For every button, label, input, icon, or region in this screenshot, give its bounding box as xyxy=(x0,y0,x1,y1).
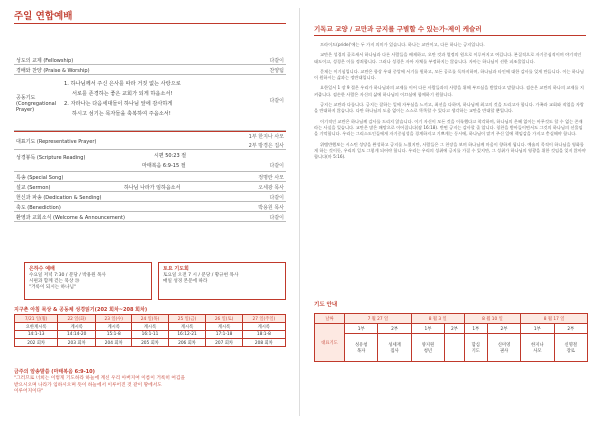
order-label: 공동기도 (Congregational Prayer) xyxy=(16,95,57,113)
schedule-round: 208 회차 xyxy=(242,339,285,347)
schedule-date: 22 일(화) xyxy=(58,315,96,323)
article-paragraph: 위템반했보는 시스틴 성당을 완성하고 긍지를 느꼈지만, 사람들은 그 천장을 보며 하나님께 마음이 향하게 됩니다. 예술의 목적이 하나님을 영화롭게 하는 것이듯, 우리의 일도 그렇게 되어야 합니다. 우리는 우리의 성취에 긍지를 가질 수 있지만, 그 성취가 하나님의 영광을 위한 것임을 잊지 않아야 합니다(마 5:16). xyxy=(314,141,586,160)
guide-person xyxy=(445,334,465,362)
order-label: 설교 (Sermon) xyxy=(16,185,51,191)
person-role: 장로 xyxy=(566,348,575,354)
guide-week: 8 월 17 일 xyxy=(521,314,588,324)
order-leader: 1부 한지나 사모 xyxy=(248,134,284,140)
person-name: 신미영 xyxy=(497,342,511,348)
order-leader: 2부 방경은 집사 xyxy=(248,143,284,149)
schedule-round: 207 회차 xyxy=(206,339,242,347)
person-name: 신명철 xyxy=(564,342,577,348)
schedule-date: 26 일(토) xyxy=(206,315,242,323)
schedule-round: 206 회차 xyxy=(168,339,206,347)
order-leader: 찬양팀 xyxy=(269,68,284,74)
person-role: 목자 xyxy=(357,348,366,354)
prayer-line: 하시고 섬기는 목자들을 축복하여 주옵소서! xyxy=(72,111,171,117)
order-label: 축도 (Benediction) xyxy=(16,205,61,211)
article-paragraph: 긍지는 교만과 다릅니다. 긍지는 잘하는 일에 자부심을 느끼고, 최선을 다하며, 하나님께 최고의 것을 드리고자 합니다. 가족과 교회와 직업을 자랑을 반대하지 않습니다. 다만 하나님의 도움 없이는 스스로 똑똑할 수 있다고 생각하는 교만을 반대할 뿐입니다. xyxy=(314,102,584,114)
schedule-chapter: 18:1-8 xyxy=(242,331,285,339)
saturday-prayer-line: 매일 성경 본문에 따라 xyxy=(163,279,208,284)
guide-part: 2부 xyxy=(487,324,520,334)
schedule-date: 7/21 일(월) xyxy=(15,315,58,323)
guide-part: 1부 xyxy=(345,324,378,334)
order-row-dedication xyxy=(14,192,286,202)
guide-names-row xyxy=(315,334,588,362)
saturday-prayer-line: 토요일 오전 7 시 / 분당 / 황규현 목사 xyxy=(163,273,239,278)
order-label: 대표기도 (Representative Prayer) xyxy=(16,139,97,145)
order-row-welcome xyxy=(14,212,286,222)
schedule-dates-row xyxy=(15,315,286,323)
prayer-line: 2. 자라나는 다음세대들이 하나님 앞에 감사하게 xyxy=(64,101,173,107)
schedule-book: 계시록 xyxy=(96,323,132,331)
article-paragraph: 문제는 이기심입니다. 교만은 항상 우대 중앙에 서기를 원하고, 모든 공로를 독차지하며, 하나님과 타인에 대한 감사를 잊게 만듭니다. 이는 하나님이 원하시는 삶과는 정반대입니다. xyxy=(314,68,584,81)
schedule-round: 205 회차 xyxy=(132,339,168,347)
guide-header: 날짜 xyxy=(315,314,345,324)
order-row-fellowship xyxy=(14,55,286,65)
order-leader: 다같이 xyxy=(269,215,284,221)
order-row-praise xyxy=(14,65,286,75)
schedule-chapter: 16:1-11 xyxy=(132,331,168,339)
evening-worship-box xyxy=(24,262,152,300)
person-role: 청년 xyxy=(423,348,433,354)
article-body xyxy=(314,42,586,164)
guide-person xyxy=(464,334,487,362)
schedule-round: 203 회차 xyxy=(58,339,96,347)
order-label: 성경봉독 (Scripture Reading) xyxy=(16,155,86,161)
guide-weeks-row xyxy=(315,314,588,324)
order-leader: 오세광 목사 xyxy=(258,185,284,191)
prayer-line: 1. 하나님께서 주신 은사를 따라 거짓 없는 사랑으로 xyxy=(64,81,181,87)
schedule-chapter: 14:14-20 xyxy=(58,331,96,339)
schedule-book: 계시록 xyxy=(132,323,168,331)
schedule-books-row xyxy=(15,323,286,331)
person-role: 집사 xyxy=(390,348,399,354)
guide-week: 7 월 27 일 xyxy=(345,314,412,324)
person-role: 기도 xyxy=(471,348,480,354)
guide-part: 2부 xyxy=(445,324,465,334)
order-label: 특송 (Special Song) xyxy=(16,175,64,181)
guide-person xyxy=(411,334,444,362)
worship-title: 주일 연합예배 xyxy=(14,11,73,22)
order-row-benediction xyxy=(14,202,286,212)
schedule-book: 계시록 xyxy=(242,323,285,331)
schedule-date: 27 일(주일) xyxy=(242,315,285,323)
guide-part: 2부 xyxy=(554,324,587,334)
title-underline xyxy=(14,23,286,24)
order-row-congregational-prayer xyxy=(14,75,286,131)
scripture-psalm: 시편 50:23 절 xyxy=(154,153,187,159)
schedule-book: 계시록 xyxy=(206,323,242,331)
article-paragraph: 요한일서 1 장 9 절은 우리가 하나님과의 교제를 이어 다른 사람들과의 사랑을 위해 부르심을 받았다고 말합니다. 겸손은 교만의 하나의 교제를 지켜줍니다. 겸손한 사람은 자신의 삶에 하나님의 이끄심에 함께하기 원합니다. xyxy=(314,85,584,97)
order-label: 환영과 교회소식 (Welcome & Announcement) xyxy=(16,215,125,221)
guide-person xyxy=(378,334,411,362)
person-role: 사모 xyxy=(533,348,542,354)
schedule-chapters-row xyxy=(15,331,286,339)
guide-part: 1부 xyxy=(464,324,487,334)
article-paragraph: 이기적인 교만은 하나님께 감사를 드리지 않습니다. 이기 자신이 모든 것을 이룩했다고 착각하며, 하나님의 은혜 없이는 아무것도 할 수 없는 존재라는 사실을 잊습니다. 교만은 많은 패망으로 이어집니다(잠 16:18). 반면 긍지는 감사할 줄 압니다. 칭찬을 받아들이면서도 그것의 하나님의 선물임을 기억합니다. 우리는 그리스도인들에게 자기중심성을 경계하지고 기쁘게는 동시에, 하나님이 맡겨 주신 일에 책임감을 가지고 충실해야 합니다. xyxy=(314,118,583,137)
memory-verse-line: 받으시오며 나라가 임하시오며 뜻이 하늘에서 이루어진 것 같이 땅에서도 xyxy=(14,382,162,388)
guide-part: 1부 xyxy=(411,324,444,334)
order-leader: 박용원 목사 xyxy=(258,205,284,211)
memory-verse-line: "그러므로 너희는 이렇게 기도하라 하늘에 계신 우리 아버지여 이름이 거룩히 여김을 xyxy=(14,376,186,381)
scripture-matthew: 마태복음 6:9-15 절 xyxy=(142,163,186,169)
guide-person xyxy=(554,334,587,362)
saturday-prayer-box xyxy=(158,262,286,300)
person-name: 성유청 xyxy=(354,342,368,348)
evening-worship-line: 시편과 함께 걷는 묵상 ⑳ xyxy=(29,279,80,284)
prayer-guide-title: 기도 안내 xyxy=(314,302,338,308)
prayer-topics xyxy=(64,79,181,119)
person-name: 함심 xyxy=(471,342,480,348)
order-leader: 다같이 xyxy=(269,163,284,169)
guide-parts-row xyxy=(315,324,588,334)
article-paragraph: 프라이드(pride)'에는 두 가지 의미가 있습니다. 하나는 교만이고, 다른 하나는 긍지입니다. xyxy=(320,42,485,47)
schedule-date: 24 일(목) xyxy=(132,315,168,323)
person-name: 성세재 xyxy=(388,342,401,348)
order-row-scripture xyxy=(14,150,286,172)
evening-worship-title: 은하수 예배 xyxy=(29,266,55,272)
guide-person xyxy=(487,334,520,362)
saturday-prayer-title: 토요 기도회 xyxy=(163,266,189,272)
schedule-chapter: 17:1-18 xyxy=(206,331,242,339)
order-row-representative-prayer xyxy=(14,132,286,150)
memory-verse-line: 이루어지이다" xyxy=(14,389,44,394)
guide-row-head: 대표기도 xyxy=(315,324,345,362)
schedule-book: 계시록 xyxy=(168,323,206,331)
order-label: 성도의 교제 (Fellowship) xyxy=(16,58,74,64)
order-label: 경배와 찬양 (Praise & Worship) xyxy=(16,68,90,74)
evening-worship-line: "거룩이 되시는 하나님" xyxy=(29,285,77,290)
schedule-round: 202 회차 xyxy=(15,339,58,347)
guide-part: 1부 xyxy=(521,324,554,334)
person-role: 권사 xyxy=(499,348,509,354)
schedule-book: 요한계시록 xyxy=(15,323,58,331)
order-leader: 다같이 xyxy=(269,98,284,104)
prayer-line: 서로를 존경하는 좋은 교회가 되게 하옵소서! xyxy=(72,91,173,97)
schedule-chapter: 15:1-8 xyxy=(96,331,132,339)
evening-worship-line: 수요일 저녁 7:30 / 분당 / 박용원 목사 xyxy=(29,273,106,278)
article-title: 기독교 교양 / 교만과 긍지를 구별할 수 있는가-제이 케슬러 xyxy=(314,25,482,33)
order-leader: 정명란 사모 xyxy=(258,175,284,181)
worship-order xyxy=(14,55,286,222)
guide-person xyxy=(521,334,554,362)
schedule-date: 23 일(수) xyxy=(96,315,132,323)
right-page xyxy=(300,0,600,424)
order-row-special-song xyxy=(14,172,286,182)
schedule-chapter: 16:12-21 xyxy=(168,331,206,339)
guide-person xyxy=(345,334,378,362)
order-row-sermon xyxy=(14,182,286,192)
guide-week: 8 월 10 일 xyxy=(464,314,520,324)
schedule-date: 25 일(금) xyxy=(168,315,206,323)
schedule-book: 계시록 xyxy=(58,323,96,331)
guide-part: 2부 xyxy=(378,324,411,334)
schedule-round: 204 회차 xyxy=(96,339,132,347)
person-name: 양지원 xyxy=(421,342,435,348)
order-leader: 다같이 xyxy=(269,195,284,201)
order-leader: 다같이 xyxy=(269,58,284,64)
order-label: 헌신과 파송 (Dedication & Sending) xyxy=(16,195,102,201)
guide-week: 8 월 3 일 xyxy=(411,314,464,324)
article-paragraph: 교만은 성경의 골로새서 하나님과 다른 사람들을 배제하고, 오만 것과 열정의 원으로 이루어지고 여깁니다. 본질적으로 자기중심적이며 야기적인 태도이고, 성경은 이를 정죄합니다. 그러나 성경은 자아 자체를 부정하지는 않습니다. 자아는 하나님이 선한 피조물입니다. xyxy=(314,52,582,64)
memory-verse-text xyxy=(14,376,286,396)
schedule-chapter: 14:1-13 xyxy=(15,331,58,339)
reading-schedule-table xyxy=(14,314,286,347)
prayer-guide-table xyxy=(314,313,588,362)
title-underline xyxy=(314,35,586,36)
schedule-rounds-row xyxy=(15,339,286,347)
sermon-title: 하나님 나라가 임하옵소서 xyxy=(124,185,181,191)
person-name: 한지나 xyxy=(531,342,544,348)
memory-verse-title: 금주의 암송말씀 (마태복음 6:9-10) xyxy=(14,369,95,375)
schedule-title: 지구촌 아침 묵상 & 공동체 성경읽기(202 회차~208 회차) xyxy=(14,307,148,313)
